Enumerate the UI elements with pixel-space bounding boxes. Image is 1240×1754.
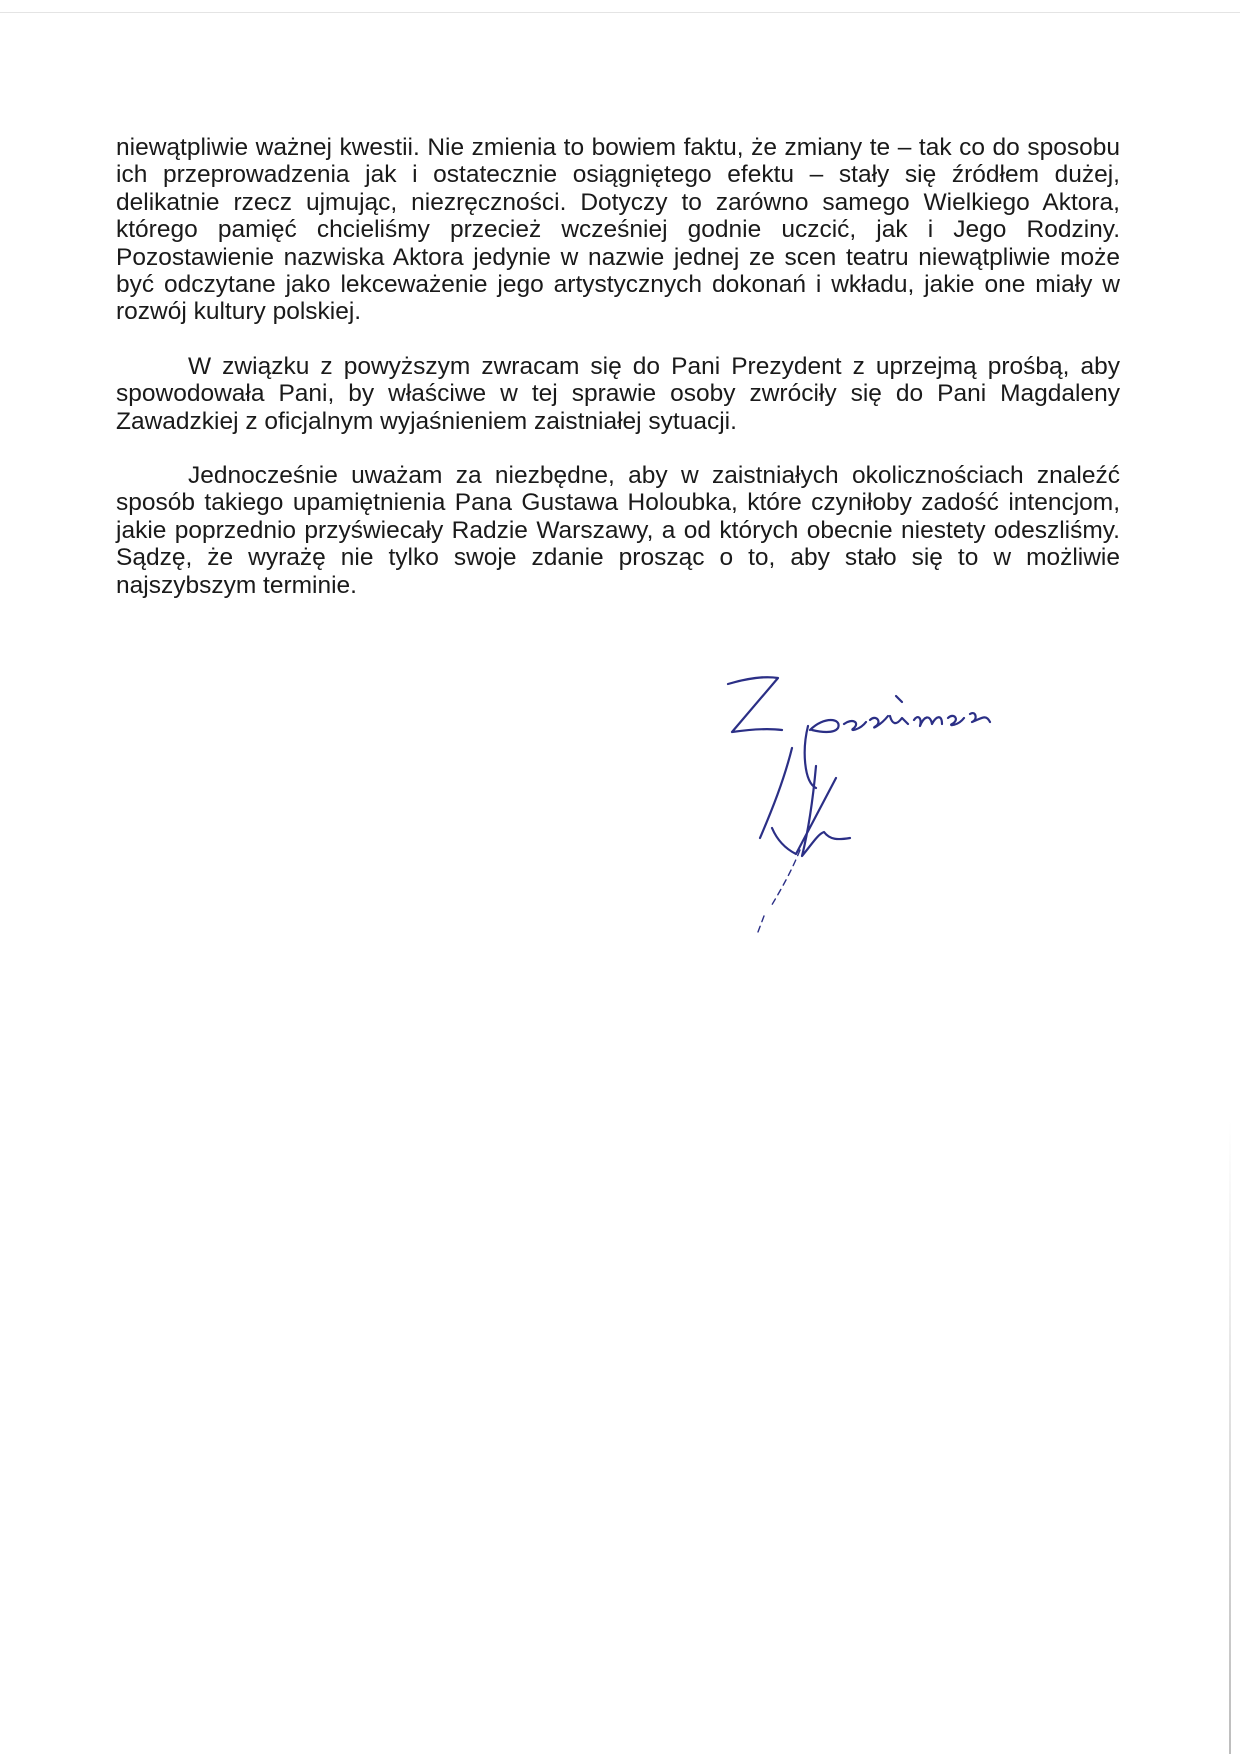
paragraph-request: W związku z powyższym zwracam się do Pani Prezydent z uprzejmą prośbą, aby spowodowała Pani, by właściwe w tej sprawie osoby zwróciły się do Pani Magdaleny Zawadzkiej z oficjalnym wyjaśnieniem zaistniałej sytuacji. <box>116 352 1120 435</box>
scan-edge-top <box>0 12 1240 13</box>
closing-word-scribble <box>805 713 990 788</box>
signature-tail <box>758 850 800 932</box>
closing-letter-z <box>728 677 782 732</box>
letter-body <box>116 134 1120 599</box>
handwritten-signature <box>720 670 1100 990</box>
scan-edge-right <box>1229 1120 1231 1754</box>
paragraph-commemoration: Jednocześnie uważam za niezbędne, aby w zaistniałych okolicznościach znaleźć sposób takiego upamiętnienia Pana Gustawa Holoubka, które czyniłoby zadość intencjom, jakie poprzednio przyświecały Radzie Warszawy, a od których obecnie niestety odeszliśmy. Sądzę, że wyrażę nie tylko swoje zdanie prosząc o to, aby stało się to w możliwie najszybszym terminie. <box>116 462 1120 599</box>
closing-accent <box>896 696 902 702</box>
paragraph-continuation: niewątpliwie ważnej kwestii. Nie zmienia to bowiem faktu, że zmiany te – tak co do sposobu ich przeprowadzenia jak i ostatecznie osiągniętego efektu – stały się źródłem dużej, delikatnie rzecz ujmując, niezręczności. Dotyczy to zarówno samego Wielkiego Aktora, którego pamięć chcieliśmy przecież wcześniej godnie uczcić, jak i Jego Rodziny. Pozostawienie nazwiska Aktora jedynie w nazwie jednej ze scen teatru niewątpliwie może być odczytane jako lekceważenie jego artystycznych dokonań i wkładu, jakie one miały w rozwój kultury polskiej. <box>116 134 1120 326</box>
